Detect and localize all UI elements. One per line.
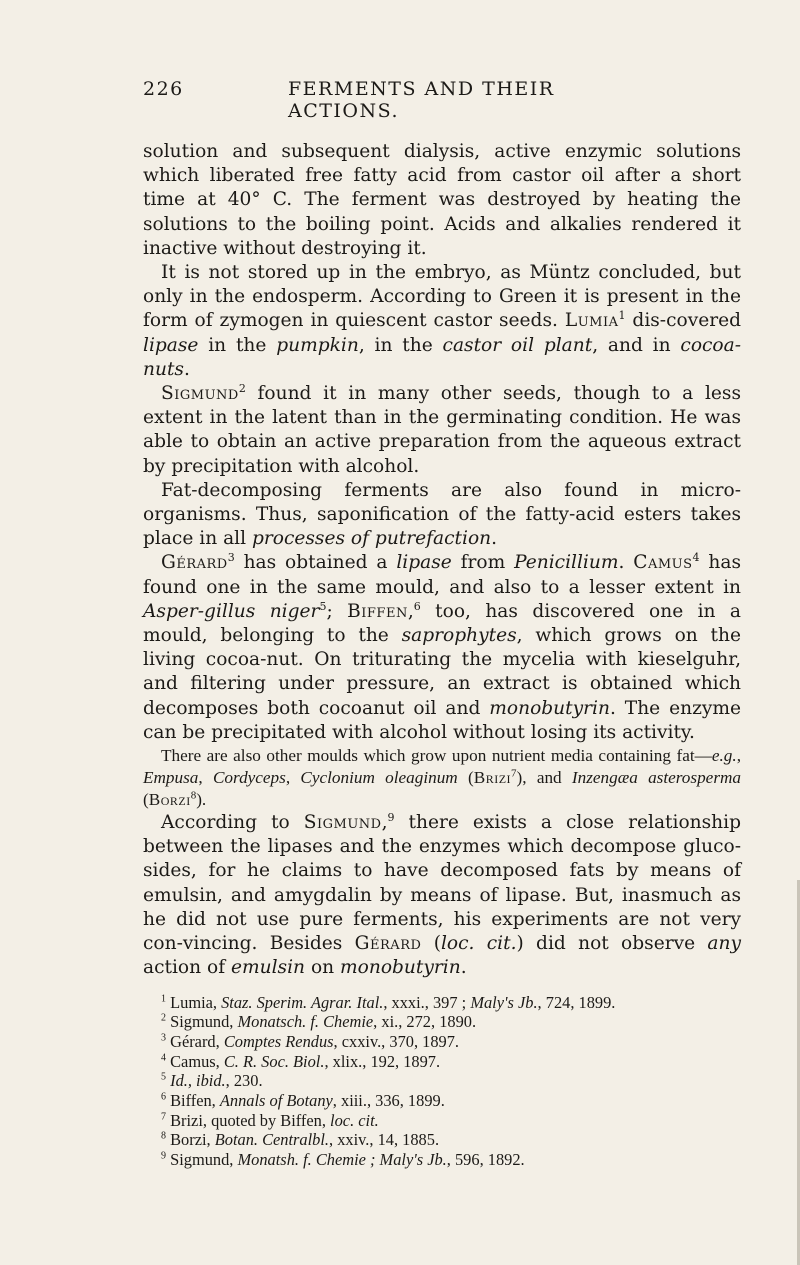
author-name: Biffen xyxy=(347,600,408,622)
body-text xyxy=(143,140,741,1170)
footnote: $^2$ Sigmund, Monatsch. f. Chemie, xi., 272, 1890. xyxy=(161,1012,477,1032)
paragraph-6: According to Sigmund,$^9$ there exists a close relationship between the lipases and the enzymes which decompose gluco-sides, for he claims to have decomposed fats by means of emulsin, and amygdalin by means of lipase. But, inasmuch as he did not use pure ferments, his experiments are not very con-vincing. Besides Gérard (loc. cit.) did not observe any action of emulsin on monobutyrin. xyxy=(143,810,741,979)
footnote-ref: 9 xyxy=(387,810,395,824)
footnote: $^7$ Brizi, quoted by Biffen, loc. cit. xyxy=(161,1110,379,1130)
page-number: 226 xyxy=(143,78,184,100)
footnote: $^5$ Id., ibid., 230. xyxy=(161,1071,263,1091)
author-name: Sigmund xyxy=(161,383,239,405)
footnote-ref: 2 xyxy=(238,381,246,395)
author-name: Lumia xyxy=(564,310,619,332)
footnote: $^1$ Lumia, Staz. Sperim. Agrar. Ital., xxxi., 397 ; Maly's Jb., 724, 1899. xyxy=(161,992,616,1012)
author-name: Camus xyxy=(633,552,693,574)
footnote: $^3$ Gérard, Comptes Rendus, cxxiv., 370, 1897. xyxy=(161,1031,460,1051)
footnote-ref: 6 xyxy=(413,599,421,613)
author-name: Borzi xyxy=(148,790,191,810)
footnote: $^8$ Borzi, Botan. Centralbl., xxiv., 14, 1885. xyxy=(161,1130,440,1150)
footnote: $^4$ Camus, C. R. Soc. Biol., xlix., 192, 1897. xyxy=(161,1051,441,1071)
author-name: Gérard xyxy=(354,933,422,955)
footnote-ref: 8 xyxy=(190,789,197,802)
footnote-ref: 4 xyxy=(692,551,700,565)
author-name: Gérard xyxy=(161,552,228,574)
author-name: Brizi xyxy=(473,768,512,788)
running-header xyxy=(143,78,663,122)
footnote-ref: 3 xyxy=(227,551,235,565)
paragraph-5: Gérard$^3$ has obtained a lipase from Penicillium. Camus$^4$ has found one in the same mould, and also to a lesser extent in Asper-gillus niger$^5$; Biffen,$^6$ too, has discovered one in a mould, belonging to the saprophytes, which grows on the living cocoa-nut. On triturating the mycelia with kieselguhr, and filtering under pressure, an extract is obtained which decomposes both cocoanut oil and monobutyrin. The enzyme can be precipitated with alcohol without losing its activity. xyxy=(143,551,742,743)
footnotes xyxy=(143,993,741,1170)
footnote: $^6$ Biffen, Annals of Botany, xiii., 336, 1899. xyxy=(161,1091,445,1111)
paragraph-3: Sigmund$^2$ found it in many other seeds, though to a less extent in the latent than in the germinating condition. He was able to obtain an active preparation from the aqueous extract by precipitation with alcohol. xyxy=(143,381,741,477)
small-print-note: There are also other moulds which grow upon nutrient media containing fat—e.g., Empusa, Cordyceps, Cyclonium oleaginum (Brizi$^7$), and Inzengæa asterosperma (Borzi$^8$). xyxy=(143,746,742,810)
author-name: Sigmund xyxy=(303,812,382,834)
paragraph-1: solution and subsequent dialysis, active enzymic solutions which liberated free fatty acid from castor oil after a short time at 40° C. The ferment was destroyed by heating the solutions to the boiling point. Acids and alkalies rendered it inactive without destroying it. xyxy=(143,141,741,259)
paragraph-4: Fat-decomposing ferments are also found in micro-organisms. Thus, saponification of the fatty-acid esters takes place in all processes of putrefaction. xyxy=(143,479,741,550)
running-title: FERMENTS AND THEIR ACTIONS. xyxy=(288,78,555,122)
footnote-ref: 5 xyxy=(319,599,327,613)
footnote-ref: 1 xyxy=(618,309,626,323)
paragraph-2: It is not stored up in the embryo, as Müntz concluded, but only in the endosperm. According to Green it is present in the form of zymogen in quiescent castor seeds. Lumia$^1$ dis-covered lipase in the pumpkin, in the castor oil plant, and in cocoa-nuts. xyxy=(143,262,741,380)
footnote-ref: 7 xyxy=(511,767,517,780)
footnote: $^9$ Sigmund, Monatsh. f. Chemie ; Maly's Jb., 596, 1892. xyxy=(161,1150,525,1170)
